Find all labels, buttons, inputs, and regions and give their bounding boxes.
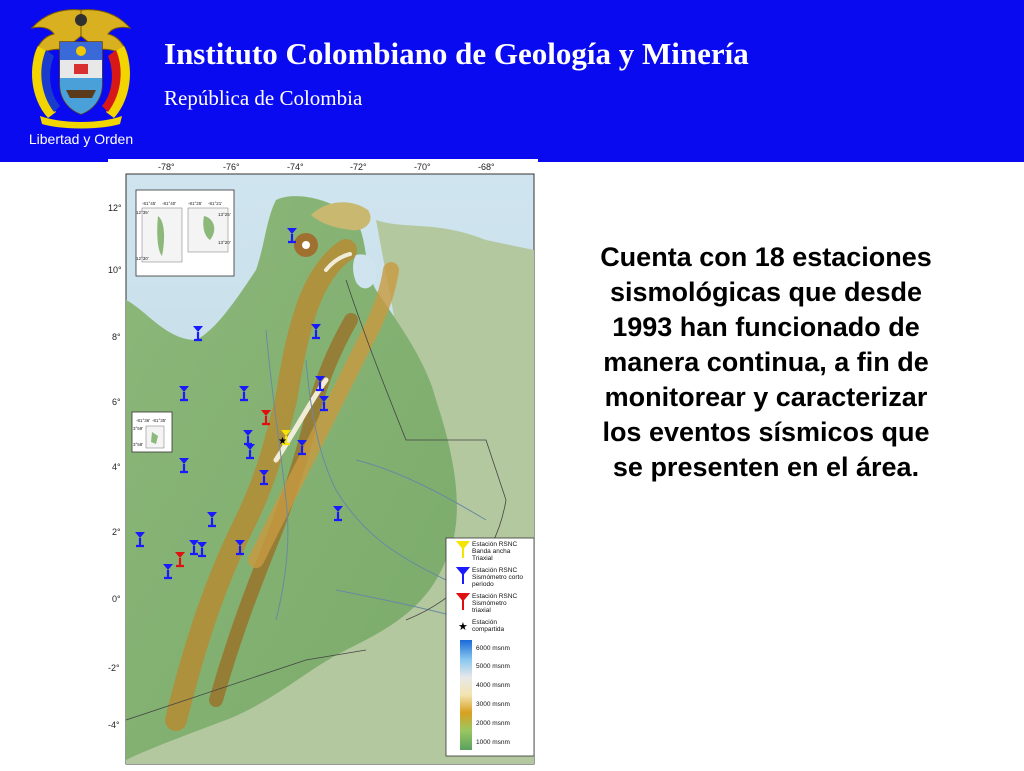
legend-text: Triaxial <box>472 555 493 562</box>
legend-text: Estación <box>472 619 497 626</box>
page-subtitle: República de Colombia <box>164 86 363 110</box>
elevation-label: 2000 msnm <box>476 720 510 727</box>
legend-text: Sismómetro <box>472 600 507 607</box>
lon-label: -76° <box>223 162 240 172</box>
svg-text:★: ★ <box>458 620 468 633</box>
description-text: Cuenta con 18 estaciones sismológicas que desde 1993 han funcionado de manera continua, a fin de monitorear y caracterizar los eventos sísmicos que se presenten en el área. <box>600 242 932 482</box>
legend-text: triaxial <box>472 607 491 614</box>
legend-text: Sismómetro corto <box>472 574 523 581</box>
legend-text: Banda ancha <box>472 548 511 555</box>
lon-label: -74° <box>287 162 304 172</box>
inset-label: -81°21' <box>208 201 223 206</box>
elevation-label: 1000 msnm <box>476 739 510 746</box>
lat-label: -2° <box>108 663 120 673</box>
lat-label: 12° <box>108 203 122 213</box>
elevation-label: 6000 msnm <box>476 645 510 652</box>
header-banner <box>0 0 1024 162</box>
lat-label: 0° <box>112 594 121 604</box>
legend-text: Estación RSNC <box>472 567 518 574</box>
page-title: Instituto Colombiano de Geología y Minería <box>164 36 749 71</box>
elevation-label: 3000 msnm <box>476 701 510 708</box>
inset-label: -81°40' <box>162 201 177 206</box>
legend-text: periodo <box>472 581 494 588</box>
lat-label: 4° <box>112 462 121 472</box>
lon-label: -68° <box>478 162 495 172</box>
colombia-relief-map <box>106 160 540 766</box>
inset-label: 13°25' <box>218 212 231 217</box>
lat-label: 10° <box>108 265 122 275</box>
island-inset <box>136 190 234 276</box>
inset-label: 12°30' <box>136 256 149 261</box>
lat-label: 8° <box>112 332 121 342</box>
lat-label: 2° <box>112 527 121 537</box>
legend-text: Estación RSNC <box>472 541 518 548</box>
map-legend <box>446 538 534 756</box>
elevation-label: 4000 msnm <box>476 682 510 689</box>
malpelo-inset <box>132 412 172 452</box>
legend-text: Estación RSNC <box>472 593 518 600</box>
latitude-axis <box>108 203 122 730</box>
inset-label: -81°36' <box>136 418 151 423</box>
inset-label: -81°45' <box>142 201 157 206</box>
inset-label: 3°59' <box>133 426 144 431</box>
inset-label: -81°35' <box>152 418 167 423</box>
inset-label: 3°58' <box>133 442 144 447</box>
lat-label: -4° <box>108 720 120 730</box>
elevation-color-bar <box>460 640 472 750</box>
inset-label: -81°25' <box>188 201 203 206</box>
lon-label: -72° <box>350 162 367 172</box>
lon-label: -70° <box>414 162 431 172</box>
seismic-station-map <box>106 160 540 766</box>
lat-label: 6° <box>112 397 121 407</box>
inset-label: 12°35' <box>136 210 149 215</box>
inset-label: 13°20' <box>218 240 231 245</box>
motto-text: Libertad y Orden <box>28 131 134 147</box>
lon-label: -78° <box>158 162 175 172</box>
elevation-label: 5000 msnm <box>476 663 510 670</box>
coat-of-arms-logo <box>22 6 140 154</box>
shared-station-marker: ★ <box>278 436 287 447</box>
legend-text: compartida <box>472 626 505 633</box>
longitude-axis <box>158 162 495 172</box>
